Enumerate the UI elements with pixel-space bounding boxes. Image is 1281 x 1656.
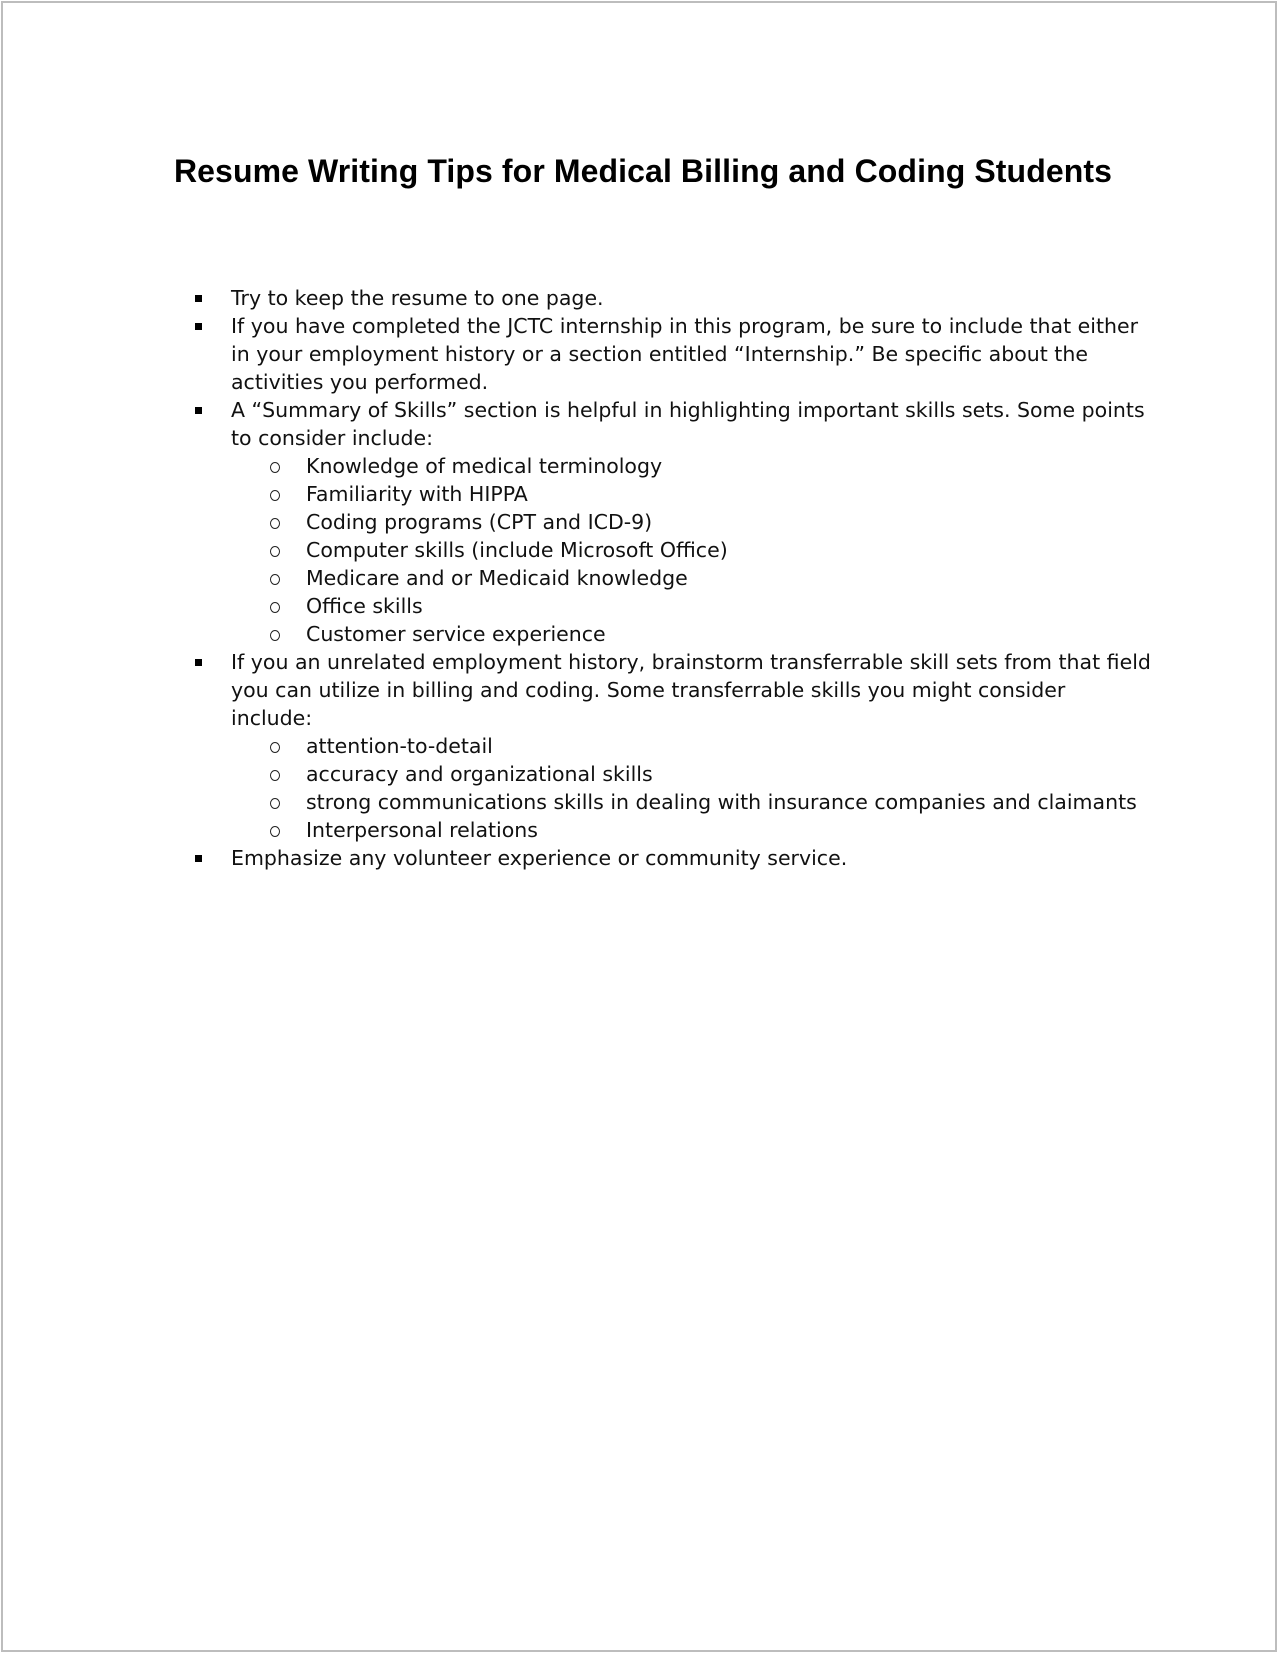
tip-text: Try to keep the resume to one page. <box>231 286 604 310</box>
square-bullet-icon <box>195 659 202 666</box>
square-bullet-icon <box>195 407 202 414</box>
square-bullet-icon <box>195 323 202 330</box>
tip-item <box>231 396 1151 648</box>
sub-list-item <box>231 760 1151 788</box>
tip-item <box>231 312 1151 396</box>
sub-list-item <box>231 536 1151 564</box>
circle-bullet-icon <box>270 546 280 557</box>
circle-bullet-icon <box>270 630 280 641</box>
circle-bullet-icon <box>270 518 280 529</box>
sub-list-item <box>231 564 1151 592</box>
sub-list-item <box>231 816 1151 844</box>
sub-list-item <box>231 620 1151 648</box>
tip-text: Emphasize any volunteer experience or community service. <box>231 846 848 870</box>
sub-list-item <box>231 732 1151 760</box>
tip-text: If you an unrelated employment history, brainstorm transferrable skill sets from that field you can utilize in billing and coding. Some transferrable skills you might consider include: <box>231 650 1151 730</box>
circle-bullet-icon <box>270 462 280 473</box>
sub-item-text: strong communications skills in dealing with insurance companies and claimants <box>306 790 1137 814</box>
sub-list-item <box>231 452 1151 480</box>
sub-list-item <box>231 592 1151 620</box>
circle-bullet-icon <box>270 574 280 585</box>
sub-list <box>231 732 1151 844</box>
sub-item-text: Customer service experience <box>306 622 606 646</box>
sub-item-text: Coding programs (CPT and ICD-9) <box>306 510 653 534</box>
tip-item <box>231 648 1151 844</box>
sub-item-text: Interpersonal relations <box>306 818 538 842</box>
sub-list <box>231 452 1151 648</box>
square-bullet-icon <box>195 855 202 862</box>
circle-bullet-icon <box>270 798 280 809</box>
circle-bullet-icon <box>270 826 280 837</box>
sub-list-item <box>231 788 1151 816</box>
tip-item <box>231 284 1151 312</box>
sub-item-text: accuracy and organizational skills <box>306 762 653 786</box>
document-title: Resume Writing Tips for Medical Billing and Coding Students <box>173 153 1113 189</box>
sub-list-item <box>231 480 1151 508</box>
sub-item-text: Computer skills (include Microsoft Office) <box>306 538 728 562</box>
sub-item-text: Office skills <box>306 594 423 618</box>
sub-item-text: Knowledge of medical terminology <box>306 454 663 478</box>
sub-item-text: Familiarity with HIPPA <box>306 482 528 506</box>
tip-item <box>231 844 1151 872</box>
document-page <box>1 1 1277 1652</box>
circle-bullet-icon <box>270 742 280 753</box>
sub-item-text: attention-to-detail <box>306 734 493 758</box>
circle-bullet-icon <box>270 770 280 781</box>
circle-bullet-icon <box>270 490 280 501</box>
tips-list <box>231 284 1151 872</box>
sub-list-item <box>231 508 1151 536</box>
tip-text: A “Summary of Skills” section is helpful in highlighting important skills sets. Some points to consider include: <box>231 398 1145 450</box>
square-bullet-icon <box>195 295 202 302</box>
sub-item-text: Medicare and or Medicaid knowledge <box>306 566 688 590</box>
circle-bullet-icon <box>270 602 280 613</box>
tip-text: If you have completed the JCTC internship in this program, be sure to include that either in your employment history or a section entitled “Internship.” Be specific about the activities you performed. <box>231 314 1139 394</box>
